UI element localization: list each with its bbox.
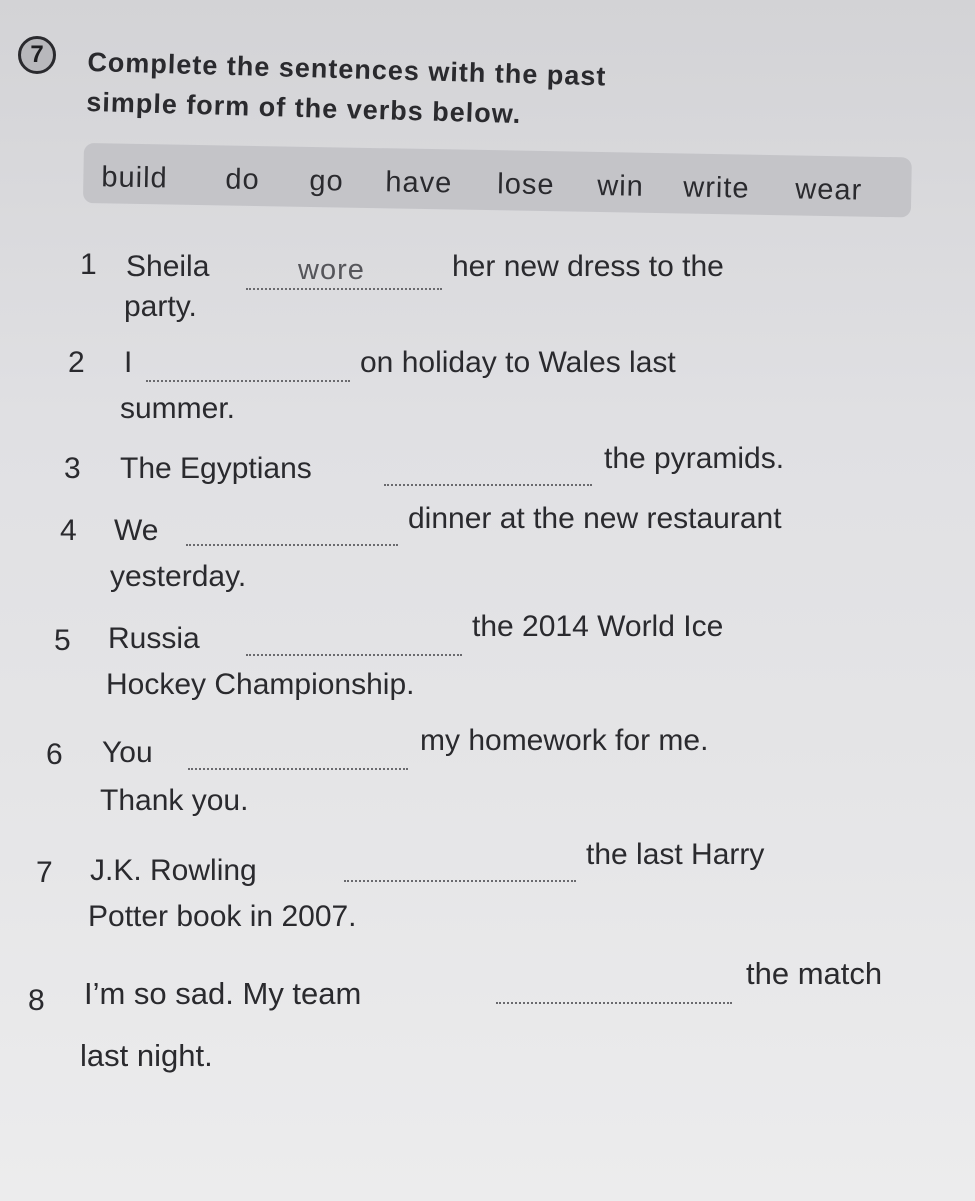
sentence-text-after: the pyramids. <box>604 442 785 475</box>
sentence-text-after: the match <box>746 956 883 991</box>
answer-blank[interactable] <box>384 484 592 486</box>
word-box-item: build <box>101 161 168 195</box>
sentence-text-after: the last Harry <box>586 838 765 871</box>
sentence-text-line2: Potter book in 2007. <box>88 900 357 933</box>
sentence-text-after: dinner at the new restaurant <box>408 502 782 535</box>
word-box-item: go <box>309 164 344 198</box>
sentence-text-line2: yesterday. <box>110 560 247 593</box>
answer-blank[interactable] <box>246 288 442 290</box>
answer-text: wore <box>298 254 365 286</box>
answer-blank[interactable] <box>496 1002 732 1004</box>
sentence-text-line2: Hockey Championship. <box>106 668 415 701</box>
sentence-number: 4 <box>60 514 77 547</box>
sentence-number: 6 <box>46 738 63 771</box>
word-box-item: lose <box>497 168 555 202</box>
sentence-number: 5 <box>54 624 71 657</box>
sentence-text-before: I <box>124 346 133 379</box>
word-box-item: win <box>597 169 645 203</box>
sentence-text-after: on holiday to Wales last <box>360 346 676 379</box>
sentence-text-before: You <box>102 736 153 769</box>
sentence-text-before: J.K. Rowling <box>90 854 257 887</box>
sentence-text-before: Sheila <box>126 250 210 283</box>
answer-blank[interactable] <box>186 544 398 546</box>
instruction-line-1: Complete the sentences with the past <box>87 46 607 92</box>
sentence-text-before: I’m so sad. My team <box>84 976 362 1011</box>
word-box-item: wear <box>795 173 863 207</box>
sentence-number: 1 <box>80 248 97 281</box>
sentence-text-before: The Egyptians <box>120 452 312 485</box>
sentence-text-line2: Thank you. <box>100 784 249 817</box>
sentence-number: 7 <box>36 856 53 889</box>
word-box-item: have <box>385 166 453 200</box>
sentence-text-before: Russia <box>108 622 200 655</box>
word-box-item: write <box>683 171 750 205</box>
word-box-item: do <box>225 163 260 197</box>
sentence-text-line2: party. <box>124 290 197 323</box>
answer-blank[interactable] <box>146 380 350 382</box>
word-box <box>83 143 912 217</box>
instruction-line-2: simple form of the verbs below. <box>85 86 522 130</box>
exercise-number-badge: 7 <box>18 36 56 74</box>
sentence-number: 3 <box>64 452 81 485</box>
answer-blank[interactable] <box>188 768 408 770</box>
sentence-text-line2: summer. <box>120 392 236 425</box>
sentence-text-before: We <box>114 514 159 547</box>
sentence-text-after: her new dress to the <box>452 250 724 283</box>
answer-blank[interactable] <box>344 880 576 882</box>
exercise-instruction <box>86 42 788 142</box>
sentence-text-after: the 2014 World Ice <box>472 610 724 643</box>
answer-blank[interactable] <box>246 654 462 656</box>
sentence-number: 8 <box>28 984 45 1017</box>
sentence-text-line2: last night. <box>80 1038 213 1073</box>
sentence-text-after: my homework for me. <box>420 724 709 757</box>
sentence-number: 2 <box>68 346 85 379</box>
